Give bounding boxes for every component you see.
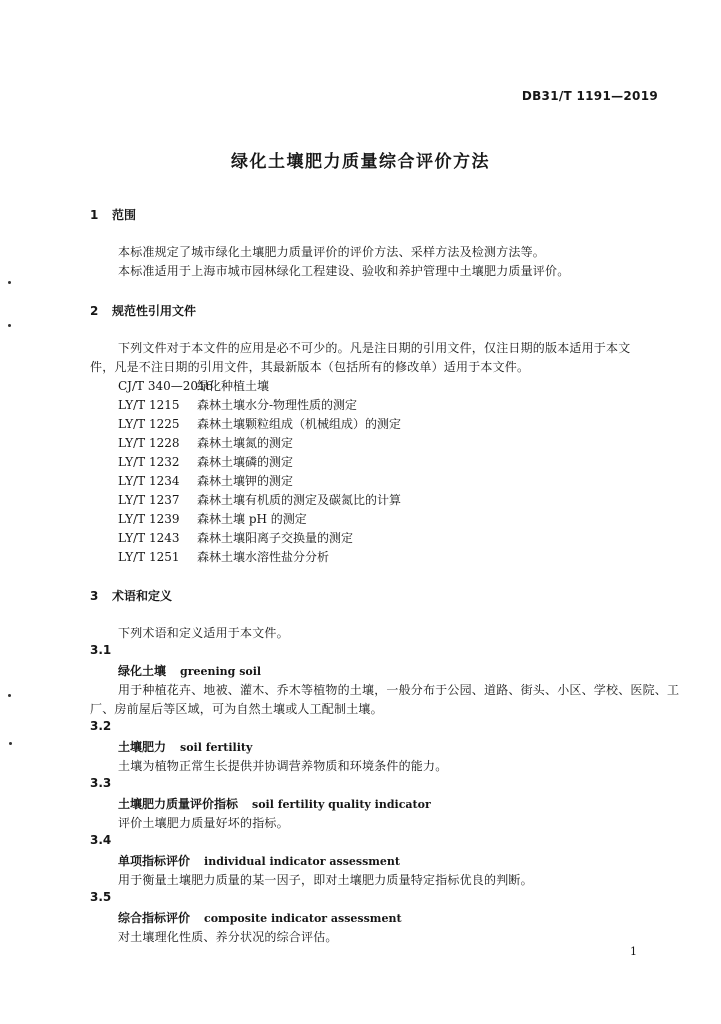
term-zh: 绿化土壤 <box>118 664 167 678</box>
term-heading <box>118 909 402 926</box>
reference-code: CJ/T 340—2016 <box>118 379 214 393</box>
term-en: individual indicator assessment <box>204 855 400 868</box>
document-title: 绿化土壤肥力质量综合评价方法 <box>231 152 490 172</box>
reference-code: LY/T 1225 <box>118 417 180 431</box>
reference-code: LY/T 1215 <box>118 398 180 412</box>
reference-code: LY/T 1239 <box>118 512 180 526</box>
term-heading <box>118 795 431 812</box>
clause-number: 3.5 <box>90 890 112 904</box>
term-heading <box>118 852 400 869</box>
scope-paragraph-1: 本标准规定了城市绿化土壤肥力质量评价的评价方法、采样方法及检测方法等。 <box>118 245 546 259</box>
term-definition-cont: 厂、房前屋后等区域，可为自然土壤或人工配制土壤。 <box>90 702 383 716</box>
reference-name: 森林土壤 pH 的测定 <box>197 512 307 526</box>
reference-item <box>118 377 269 394</box>
term-en: greening soil <box>180 665 262 678</box>
term-definition: 对土壤理化性质、养分状况的综合评估。 <box>118 930 338 944</box>
margin-mark <box>9 742 12 745</box>
term-heading <box>118 662 261 679</box>
reference-code: LY/T 1243 <box>118 531 180 545</box>
section-1-heading <box>90 206 136 223</box>
reference-name: 森林土壤磷的测定 <box>197 455 294 469</box>
reference-item <box>118 548 329 565</box>
section-2-heading <box>90 302 196 319</box>
section-number: 2 <box>90 304 99 318</box>
reference-code: LY/T 1228 <box>118 436 180 450</box>
reference-item <box>118 396 357 413</box>
section-title: 范围 <box>112 208 137 222</box>
reference-name: 森林土壤颗粒组成（机械组成）的测定 <box>197 417 402 431</box>
term-en: soil fertility quality indicator <box>252 798 431 811</box>
section-title: 术语和定义 <box>112 589 173 603</box>
margin-mark <box>8 281 11 284</box>
section-title: 规范性引用文件 <box>112 304 197 318</box>
reference-name: 森林土壤水溶性盐分分析 <box>197 550 330 564</box>
reference-code: LY/T 1232 <box>118 455 180 469</box>
term-zh: 综合指标评价 <box>118 911 191 925</box>
standard-code: DB31/T 1191—2019 <box>521 89 658 103</box>
page-number: 1 <box>630 945 637 958</box>
section-number: 3 <box>90 589 99 603</box>
term-definition: 评价土壤肥力质量好坏的指标。 <box>118 816 289 830</box>
term-zh: 土壤肥力质量评价指标 <box>118 797 239 811</box>
term-zh: 土壤肥力 <box>118 740 167 754</box>
reference-item <box>118 415 401 432</box>
reference-name: 绿化种植土壤 <box>197 379 270 393</box>
reference-code: LY/T 1251 <box>118 550 180 564</box>
term-heading <box>118 738 252 755</box>
scope-paragraph-2: 本标准适用于上海市城市园林绿化工程建设、验收和养护管理中土壤肥力质量评价。 <box>118 264 570 278</box>
reference-item <box>118 510 307 527</box>
reference-item <box>118 434 293 451</box>
term-definition: 用于种植花卉、地被、灌木、乔木等植物的土壤，一般分布于公园、道路、街头、小区、学校、医院、工 <box>118 683 680 697</box>
reference-name: 森林土壤有机质的测定及碳氮比的计算 <box>197 493 402 507</box>
references-intro-line-2: 件，凡是不注日期的引用文件，其最新版本（包括所有的修改单）适用于本文件。 <box>90 360 530 374</box>
section-3-heading <box>90 587 172 604</box>
section-number: 1 <box>90 208 99 222</box>
reference-name: 森林土壤水分-物理性质的测定 <box>197 398 358 412</box>
reference-name: 森林土壤钾的测定 <box>197 474 294 488</box>
reference-code: LY/T 1234 <box>118 474 180 488</box>
term-definition: 用于衡量土壤肥力质量的某一因子，即对土壤肥力质量特定指标优良的判断。 <box>118 873 533 887</box>
margin-mark <box>8 694 11 697</box>
clause-number: 3.1 <box>90 643 112 657</box>
clause-number: 3.2 <box>90 719 112 733</box>
clause-number: 3.3 <box>90 776 112 790</box>
reference-item <box>118 472 293 489</box>
reference-name: 森林土壤氮的测定 <box>197 436 294 450</box>
clause-number: 3.4 <box>90 833 112 847</box>
term-zh: 单项指标评价 <box>118 854 191 868</box>
reference-name: 森林土壤阳离子交换量的测定 <box>197 531 354 545</box>
reference-item <box>118 529 353 546</box>
reference-item <box>118 491 401 508</box>
term-en: composite indicator assessment <box>204 912 402 925</box>
term-en: soil fertility <box>180 741 253 754</box>
reference-item <box>118 453 293 470</box>
terms-intro: 下列术语和定义适用于本文件。 <box>118 626 289 640</box>
reference-code: LY/T 1237 <box>118 493 180 507</box>
term-definition: 土壤为植物正常生长提供并协调营养物质和环境条件的能力。 <box>118 759 448 773</box>
margin-mark <box>8 324 11 327</box>
references-intro-line-1: 下列文件对于本文件的应用是必不可少的。凡是注日期的引用文件，仅注日期的版本适用于本文 <box>118 341 631 355</box>
